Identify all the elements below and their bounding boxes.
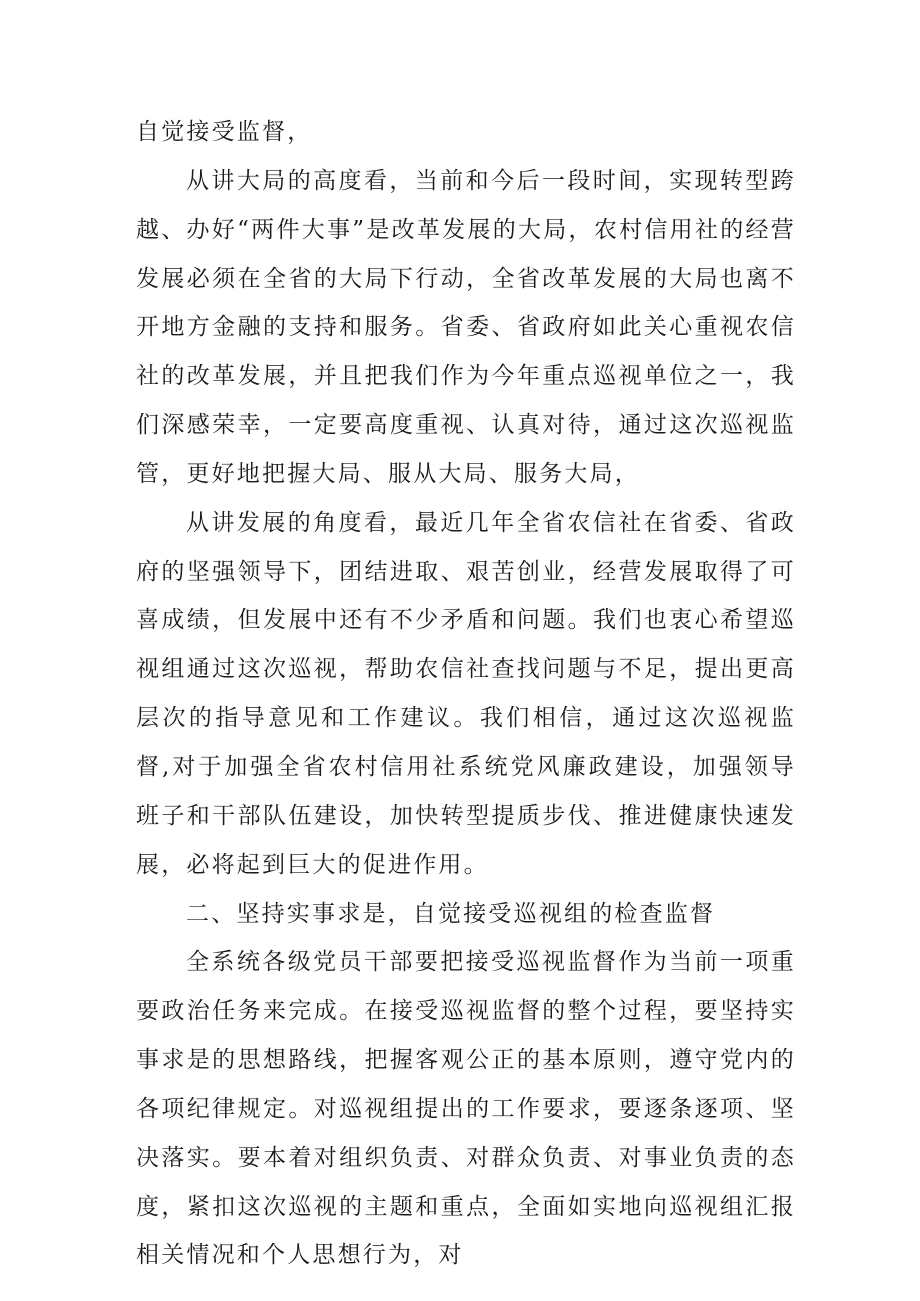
paragraph-continuation: 自觉接受监督， — [136, 119, 313, 145]
paragraph-supervision: 全系统各级党员干部要把接受巡视监督作为当前一项重要政治任务来完成。在接受巡视监督的整个过程，要坚持实事求是的思想路线，把握客观公正的基本原则，遵守党内的各项纪律规定。对巡视组提出的工作要求，要逐条逐项、坚决落实。要本着对组织负责、对群众负责、对事业负责的态度，紧扣这次巡视的主题和重点，全面如实地向巡视组汇报相关情况和个人思想行为，对 — [136, 949, 796, 1269]
section-heading: 二、坚持实事求是，自觉接受巡视组的检查监督 — [186, 900, 716, 927]
document-body — [136, 108, 796, 1280]
paragraph-development: 从讲发展的角度看，最近几年全省农信社在省委、省政府的坚强领导下，团结进取、艰苦创业，经营发展取得了可喜成绩，但发展中还有不少矛盾和问题。我们也衷心希望巡视组通过这次巡视，帮助农信社查找问题与不足，提出更高层次的指导意见和工作建议。我们相信，通过这次巡视监督,对于加强全省农村信用社系统党风廉政建设，加强领导班子和干部队伍建设，加快转型提质步伐、推进健康快速发展，必将起到巨大的促进作用。 — [136, 509, 796, 878]
paragraph-overall-situation: 从讲大局的高度看，当前和今后一段时间，实现转型跨越、办好“两件大事”是改革发展的大局，农村信用社的经营发展必须在全省的大局下行动，全省改革发展的大局也离不开地方金融的支持和服务。省委、省政府如此关心重视农信社的改革发展，并且把我们作为今年重点巡视单位之一，我们深感荣幸，一定要高度重视、认真对待，通过这次巡视监管，更好地把握大局、服从大局、服务大局， — [136, 167, 796, 487]
